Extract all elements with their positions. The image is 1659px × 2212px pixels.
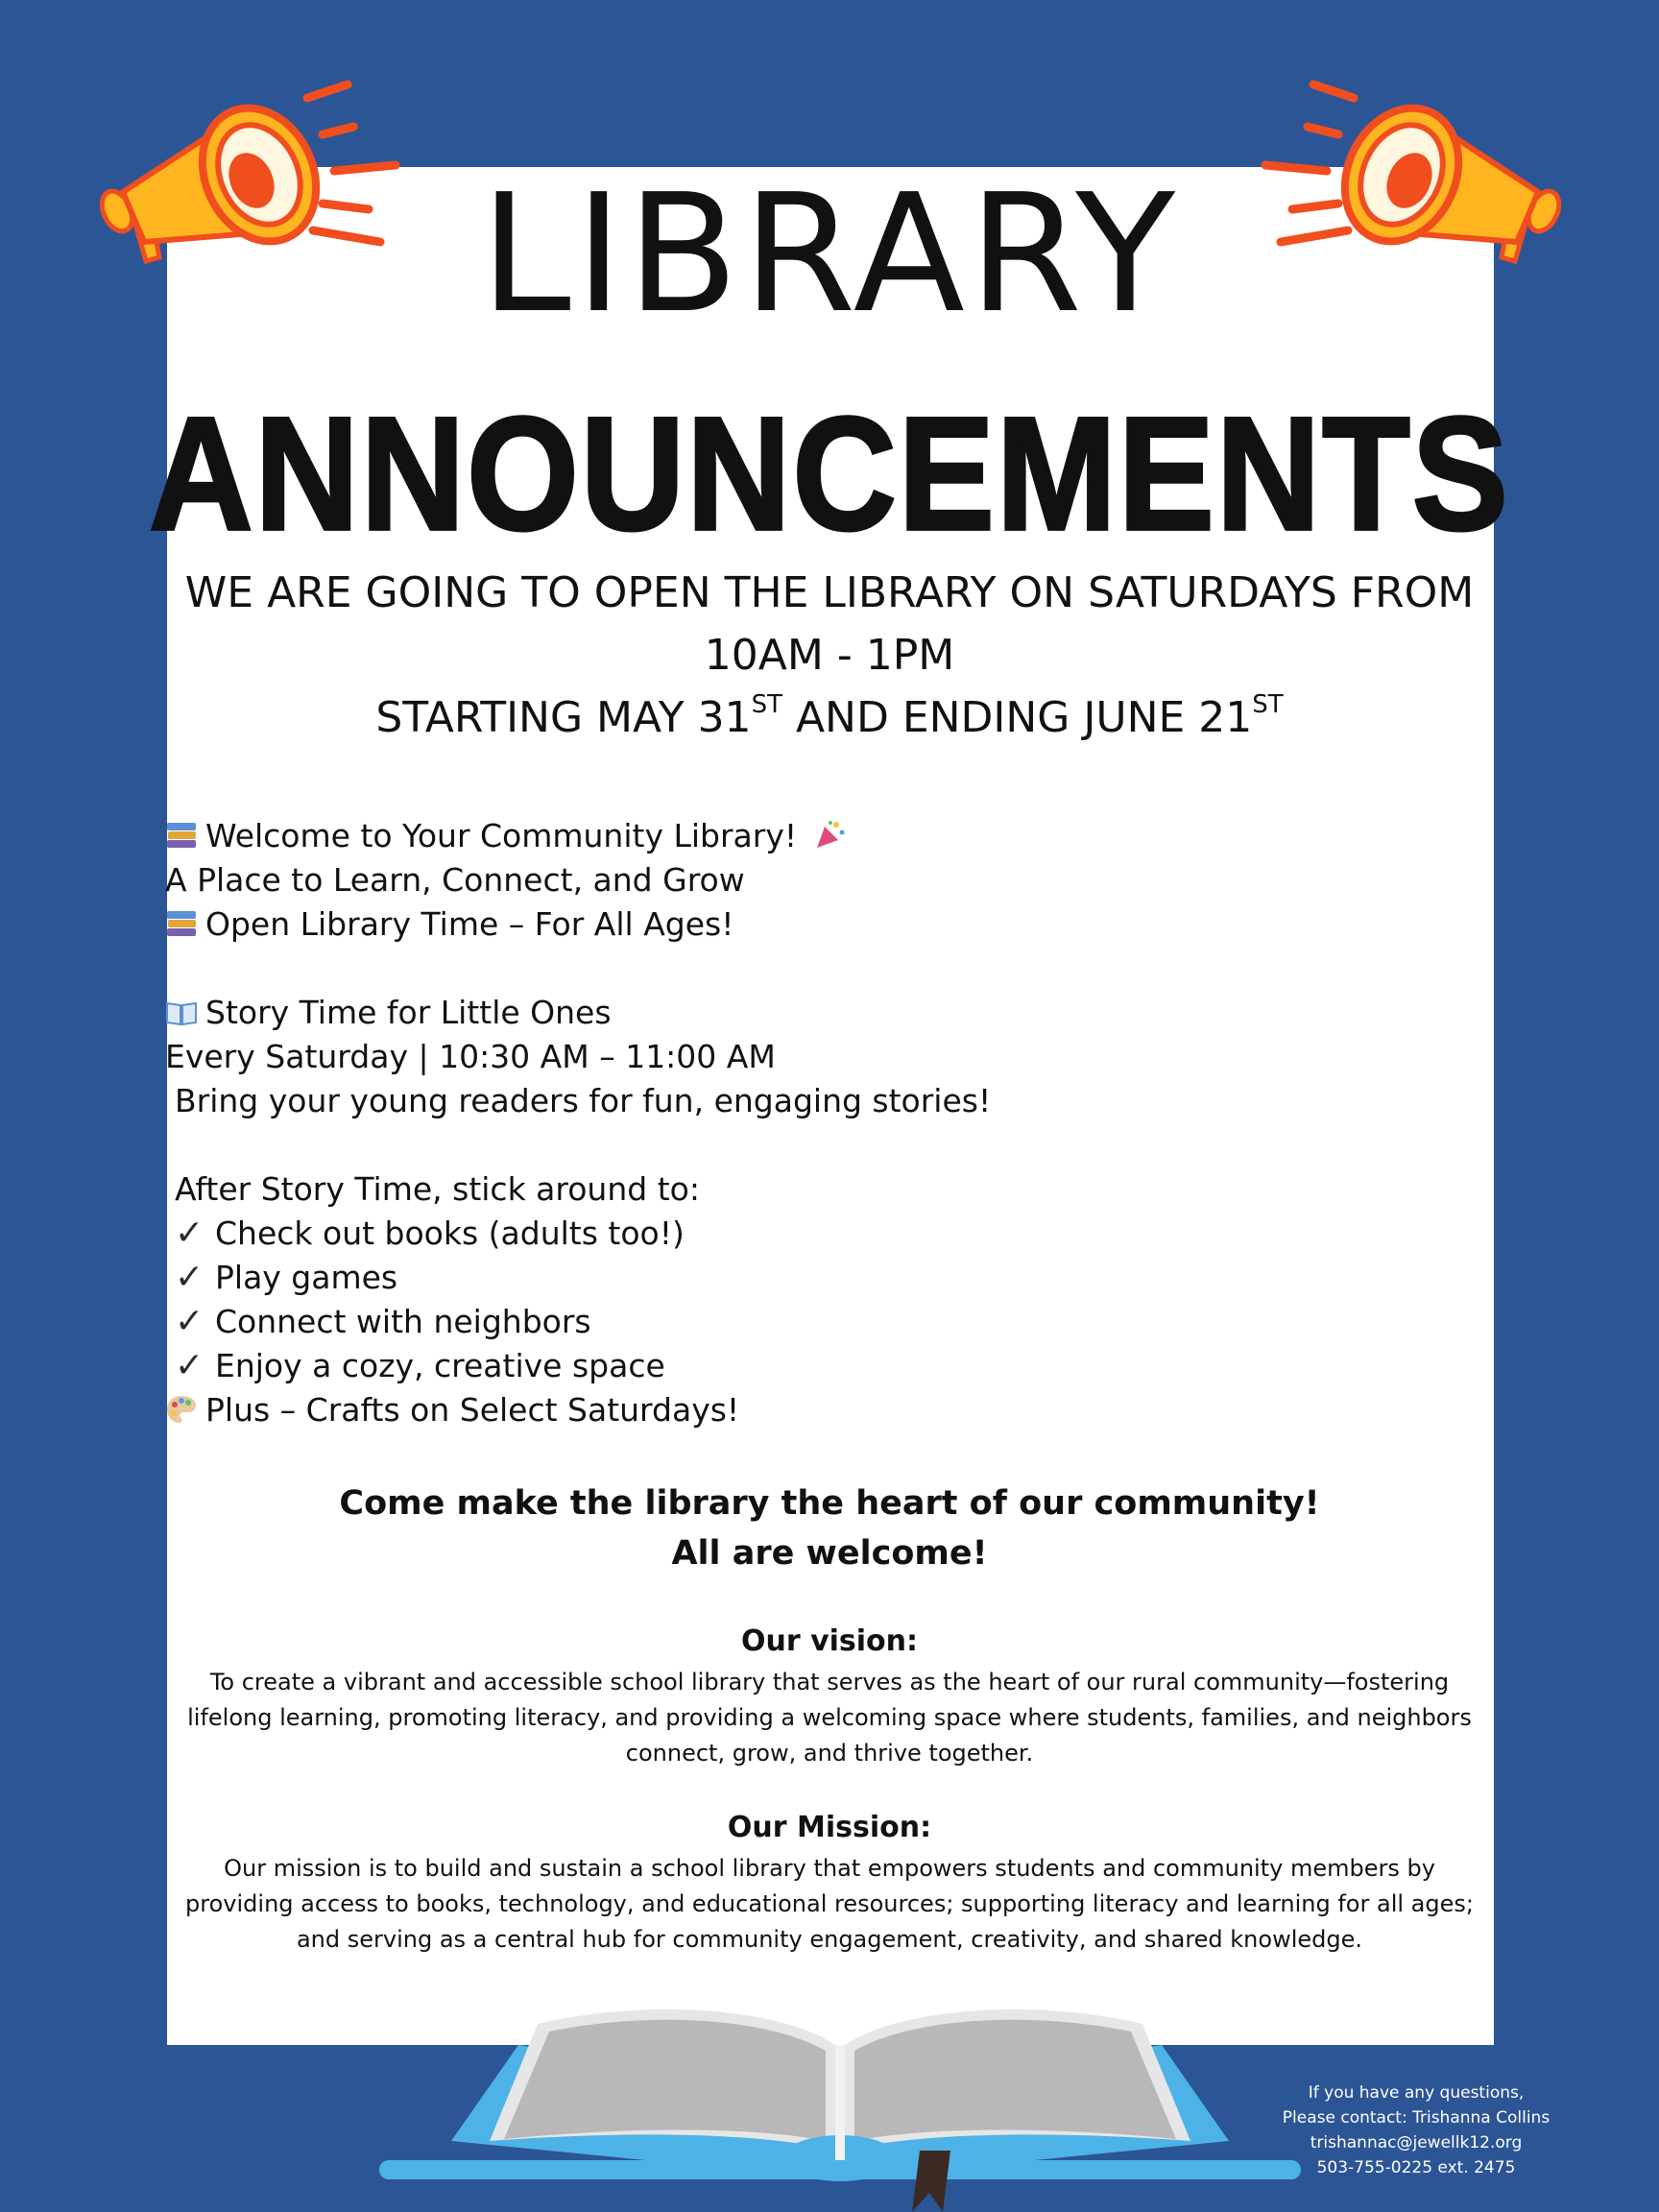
check-icon: ✓ xyxy=(175,1258,204,1297)
contact-phone: 503-755-0225 ext. 2475 xyxy=(1316,2158,1516,2177)
end-date: AND ENDING JUNE 21 xyxy=(781,693,1253,742)
spacer xyxy=(165,1123,991,1167)
start-date: STARTING MAY 31 xyxy=(375,693,752,742)
story-schedule: Every Saturday | 10:30 AM – 11:00 AM xyxy=(165,1038,776,1075)
open-book-icon xyxy=(165,996,198,1028)
vision-heading: Our vision: xyxy=(740,1624,919,1658)
contact-email: trishannac@jewellk12.org xyxy=(1310,2133,1523,2152)
vision-text: To create a vibrant and accessible school library that serves as the heart of our rural community—fostering lifelong learning, promoting literacy, and providing a welcoming space where students, families, and neighbors connect, grow, and thrive together. xyxy=(187,1669,1472,1767)
mission-text: Our mission is to build and sustain a school library that empowers students and community members by providing access to books, technology, and educational resources; supporting literacy and learning for all ages; and serving as a central hub for community engagement, creativity, and shared knowledge. xyxy=(185,1855,1474,1953)
contact-info xyxy=(1116,2080,1659,2180)
party-popper-icon xyxy=(813,819,846,852)
books-icon xyxy=(165,907,198,940)
books-icon xyxy=(165,819,198,852)
contact-line-2: Please contact: Trishanna Collins xyxy=(1282,2108,1551,2128)
check-icon: ✓ xyxy=(175,1302,204,1341)
title-library: LIBRARY xyxy=(479,159,1180,349)
cta-line-2: All are welcome! xyxy=(671,1534,988,1573)
contact-line-1: If you have any questions, xyxy=(1308,2083,1525,2103)
hours-line-2: 10AM - 1PM xyxy=(704,631,955,680)
hours-line-3 xyxy=(0,686,1659,749)
checklist-item: ✓ Connect with neighbors xyxy=(165,1300,991,1344)
palette-icon xyxy=(165,1393,198,1426)
hours-block xyxy=(0,562,1659,749)
end-date-suffix: ST xyxy=(1252,690,1284,719)
mission-heading: Our Mission: xyxy=(727,1811,932,1844)
hours-line-1: WE ARE GOING TO OPEN THE LIBRARY ON SATURDAYS FROM xyxy=(184,568,1475,617)
cta-line-1: Come make the library the heart of our community! xyxy=(339,1484,1320,1523)
tagline: A Place to Learn, Connect, and Grow xyxy=(165,861,745,899)
checklist-item: ✓ Check out books (adults too!) xyxy=(165,1212,991,1256)
checklist-item: ✓ Enjoy a cozy, creative space xyxy=(165,1344,991,1388)
call-to-action xyxy=(0,1479,1659,1578)
start-date-suffix: ST xyxy=(751,690,782,719)
after-story-intro: After Story Time, stick around to: xyxy=(175,1170,700,1208)
spacer xyxy=(165,947,991,991)
title-announcements: ANNOUNCEMENTS xyxy=(149,382,1510,565)
crafts-line: Plus – Crafts on Select Saturdays! xyxy=(165,1388,991,1432)
details-list xyxy=(165,814,991,1432)
story-description: Bring your young readers for fun, engaging stories! xyxy=(175,1082,992,1119)
welcome-line: Welcome to Your Community Library! xyxy=(165,814,991,858)
check-icon: ✓ xyxy=(175,1214,204,1253)
check-icon: ✓ xyxy=(175,1346,204,1385)
open-time-line: Open Library Time – For All Ages! xyxy=(165,902,991,947)
checklist-item: ✓ Play games xyxy=(165,1256,991,1300)
story-title-line: Story Time for Little Ones xyxy=(165,991,991,1035)
